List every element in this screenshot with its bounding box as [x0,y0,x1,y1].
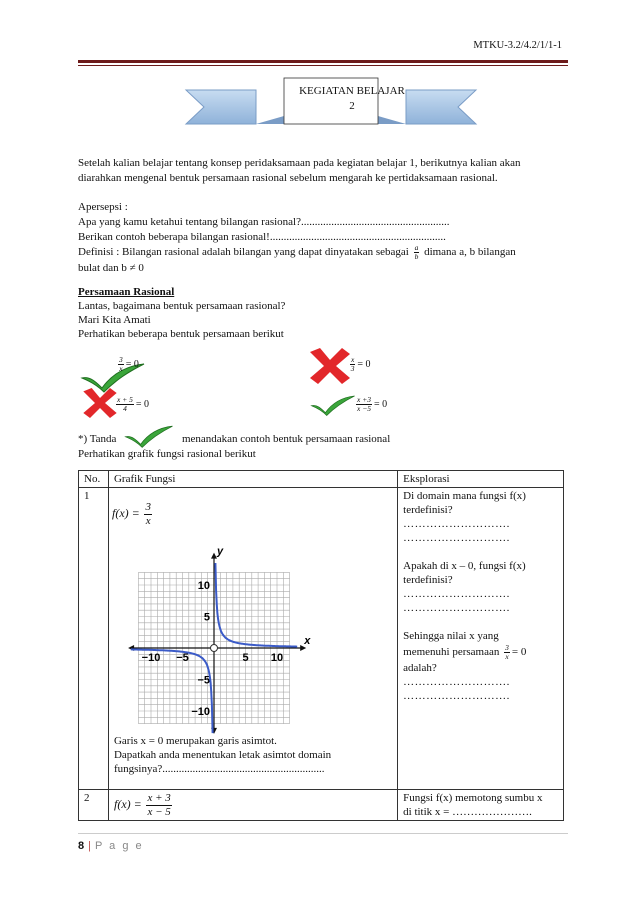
cross-icon [308,348,352,384]
apersepsi-title: Apersepsi : [78,201,128,213]
graph-caption [114,734,331,776]
check-icon [310,394,356,416]
y-tick-label: −10 [191,706,210,718]
banner-line2: 2 [349,100,355,112]
x-axis-label: x [304,635,311,647]
definition-suffix: dimana a, b bilangan [424,246,516,258]
exploration-text: Apakah di x – 0, fungsi f(x) [403,560,526,572]
col-header-graph: Grafik Fungsi [108,471,397,488]
definition-line [78,242,516,262]
example-1: $\frac{3}{x}$ = 0 [119,355,139,373]
exploration-text: Sehingga nilai x yang [403,630,499,642]
caption-line1: Garis x = 0 merupakan garis asimtot. [113,735,277,747]
example-4: $\frac{x +3}{x -5}$ = 0 [357,395,388,413]
banner-line1: KEGIATAN BELAJAR [299,85,405,97]
function-table [78,470,564,821]
y-tick-label: 5 [203,611,210,624]
intro-line2: diarahkan mengenal bentuk persamaan rasional sebelum mengarah ke pertidaksamaan rasional. [78,172,498,184]
col-header-exploration: Eksplorasi [398,471,564,488]
example-3: $\frac{x + 5}{4}$ = 0 [117,395,150,413]
exploration-text: Fungsi f(x) memotong sumbu x [403,792,543,804]
function-formula: f(x) = $\frac{x + 3}{x - 5}$ [113,792,171,818]
check-icon [124,424,174,448]
row-number: 2 [79,790,109,821]
exploration-text: di titik x = …………………. [403,806,532,818]
definition-fraction: $\frac{a}{b}$ [414,242,419,261]
x-tick-label: −10 [141,652,161,664]
function-formula: f(x) = $\frac{3}{x}$ [111,501,151,527]
caption-line2: Dapatkah anda menentukan letak asimtot domain [113,749,332,761]
page-number: 8 [78,840,85,852]
col-header-no: No. [79,471,109,488]
definition-prefix: Definisi : Bilangan rasional adalah bilangan yang dapat dinyatakan sebagai [78,246,409,258]
header-rule-thin [78,65,568,66]
apersepsi-q1: Apa yang kamu ketahui tentang bilangan rasional?...................................................... [78,216,450,228]
answer-blank: ………………………. [403,602,510,614]
hole-point [210,645,217,652]
x-tick-label: −5 [176,652,189,664]
x-tick-label: 10 [270,652,284,664]
exploration-text: terdefinisi? [403,574,453,586]
exploration-cell [398,488,564,790]
graph-cell [108,790,397,821]
y-tick-label: −5 [197,674,210,687]
page-footer: 8 | P a g e [78,840,144,852]
answer-blank: ………………………. [403,690,510,702]
row-number: 1 [79,488,109,790]
answer-blank: ………………………. [403,532,510,544]
section-line2: Mari Kita Amati [78,314,151,326]
section-heading: Persamaan Rasional [78,286,175,298]
caption-line3: fungsinya?........................................................... [113,763,325,775]
note-suffix: menandakan contoh bentuk persamaan rasional [181,433,391,445]
apersepsi-q2: Berikan contoh beberapa bilangan rasional!................................................................ [78,231,446,243]
y-axis-label: y [216,545,224,558]
document-code: MTKU-3.2/4.2/1/1-1 [473,40,562,51]
answer-blank: ………………………. [403,588,510,600]
exploration-text: Di domain mana fungsi f(x) [403,490,526,502]
section-line1: Lantas, bagaimana bentuk persamaan rasional? [78,300,286,312]
exploration-cell [398,790,564,821]
answer-blank: ………………………. [403,676,510,688]
x-tick-label: 5 [242,652,249,664]
definition-line2: bulat dan b ≠ 0 [78,262,144,274]
graph-cell [108,488,397,790]
footer-rule [78,833,568,834]
section-line3: Perhatikan beberapa bentuk persamaan berikut [78,328,284,340]
banner-title [284,84,420,114]
exploration-equation: memenuhi persamaan $\frac{3}{x}$ = 0 [403,642,527,661]
exploration-text: adalah? [403,662,437,674]
note-line2: Perhatikan grafik fungsi rasional berikut [78,448,256,460]
exploration-text: terdefinisi? [403,504,453,516]
answer-blank: ………………………. [403,518,510,530]
example-2: $\frac{x}{3}$ = 0 [350,355,371,373]
intro-line1: Setelah kalian belajar tentang konsep peridaksamaan pada kegiatan belajar 1, berikutnya kalian akan [78,157,521,169]
curve-branch-positive [215,563,297,647]
table-row [79,488,564,790]
y-tick-label: 10 [197,580,210,592]
header-rule-thick [78,60,568,63]
table-header-row [79,471,564,488]
table-row [79,790,564,821]
page-label: P a g e [94,840,144,852]
rational-function-graph [118,545,318,726]
note-prefix: *) Tanda [78,433,117,445]
